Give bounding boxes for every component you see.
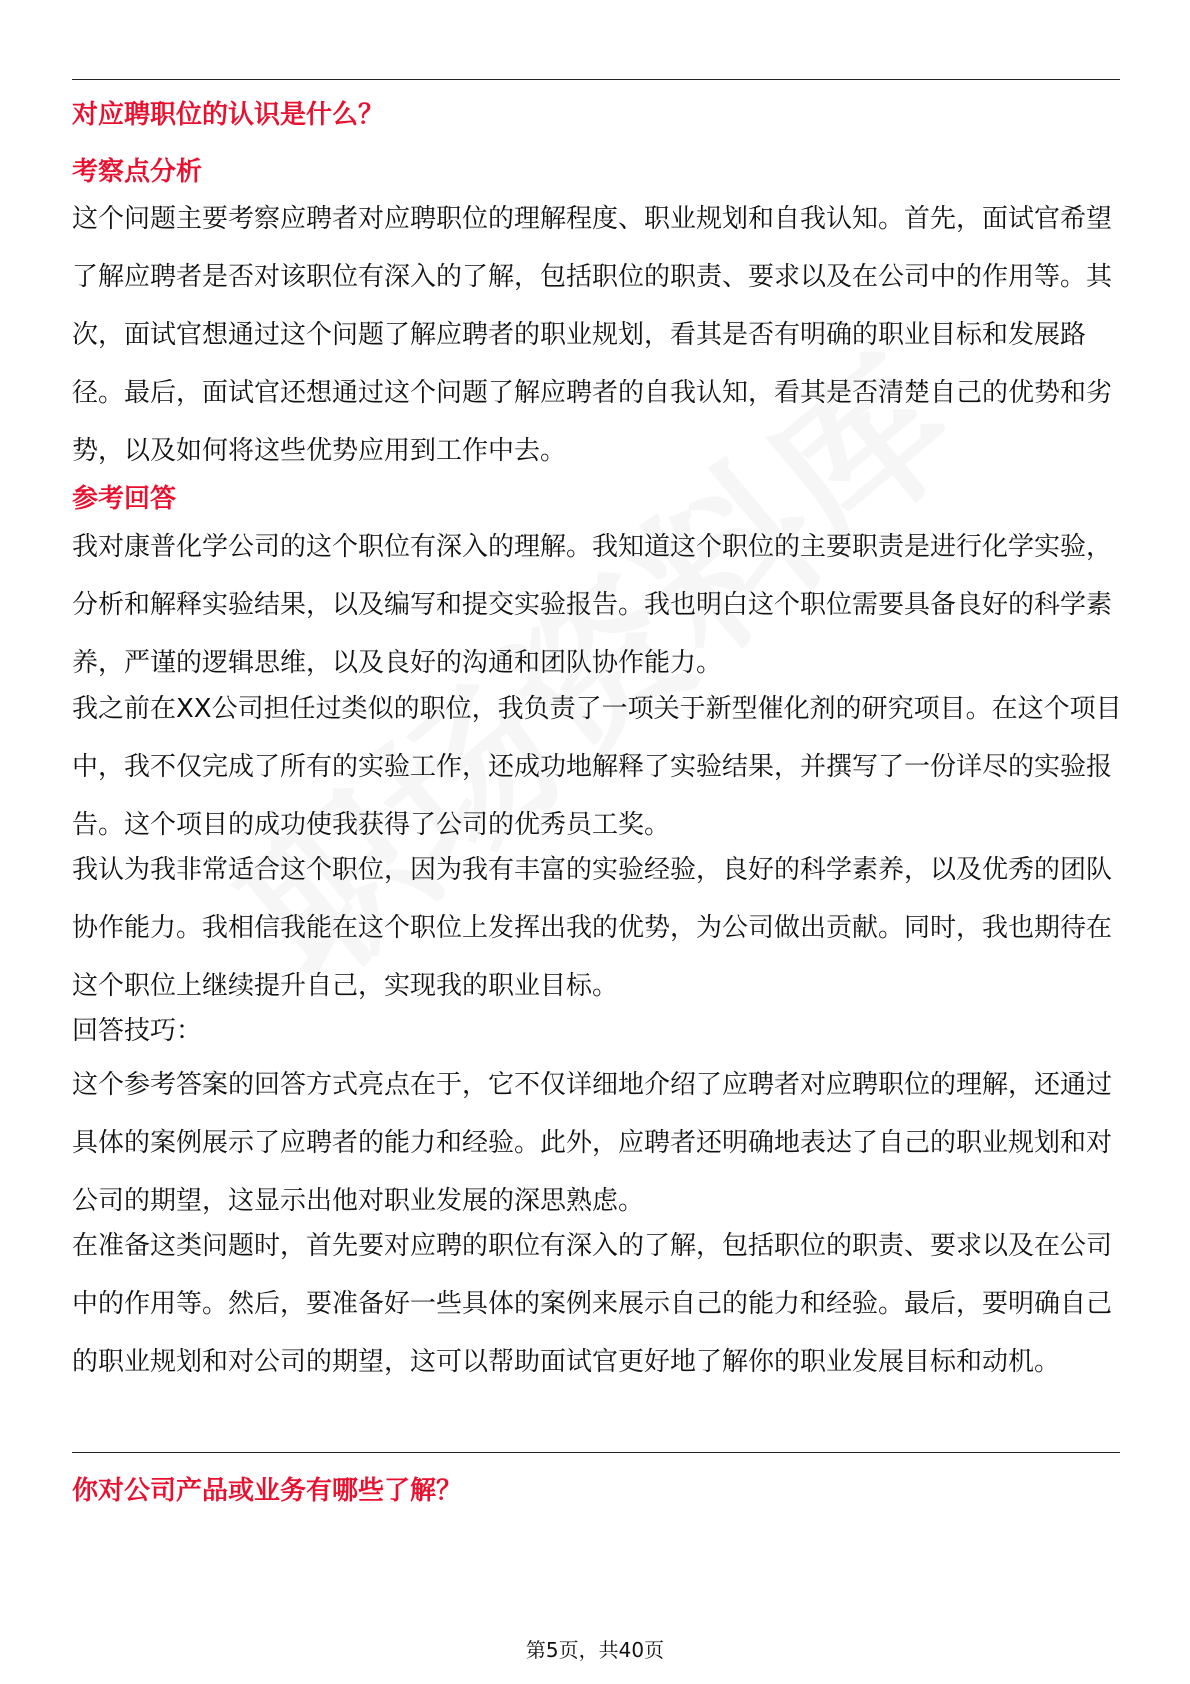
analysis-heading: 考察点分析 (72, 157, 203, 187)
answer-paragraph-1: 我对康普化学公司的这个职位有深入的理解。我知道这个职位的主要职责是进行化学实验，分析和解释实验结果，以及编写和提交实验报告。我也明白这个职位需要具备良好的科学素养，严谨的逻辑思维，以及良好的沟通和团队协作能力。 (72, 532, 1113, 678)
next-question-title: 你对公司产品或业务有哪些了解？ (72, 1476, 463, 1506)
analysis-paragraph: 这个问题主要考察应聘者对应聘职位的理解程度、职业规划和自我认知。首先，面试官希望了解应聘者是否对该职位有深入的了解，包括职位的职责、要求以及在公司中的作用等。其次，面试官想通过这个问题了解应聘者的职业规划，看其是否有明确的职业目标和发展路径。最后，面试官还想通过这个问题了解应聘者的自我认知，看其是否清楚自己的优势和劣势，以及如何将这些优势应用到工作中去。 (72, 204, 1113, 466)
answer-heading: 参考回答 (72, 484, 177, 514)
question-title: 对应聘职位的认识是什么？ (72, 100, 385, 130)
answer-paragraph-2: 我之前在XX公司担任过类似的职位，我负责了一项关于新型催化剂的研究项目。在这个项目中，我不仅完成了所有的实验工作，还成功地解释了实验结果，并撰写了一份详尽的实验报告。这个项目的成功使我获得了公司的优秀员工奖。 (72, 694, 1122, 840)
answer-paragraph-3: 我认为我非常适合这个职位，因为我有丰富的实验经验，良好的科学素养，以及优秀的团队协作能力。我相信我能在这个职位上发挥出我的优势，为公司做出贡献。同时，我也期待在这个职位上继续提升自己，实现我的职业目标。 (72, 855, 1113, 1001)
top-divider (72, 79, 1120, 80)
bottom-divider (72, 1452, 1120, 1453)
tips-label: 回答技巧： (72, 1016, 203, 1046)
page-number: 第5页，共40页 (525, 1638, 665, 1662)
tips-paragraph-2: 在准备这类问题时，首先要对应聘的职位有深入的了解，包括职位的职责、要求以及在公司中的作用等。然后，要准备好一些具体的案例来展示自己的能力和经验。最后，要明确自己的职业规划和对公司的期望，这可以帮助面试官更好地了解你的职业发展目标和动机。 (72, 1231, 1113, 1377)
tips-paragraph-1: 这个参考答案的回答方式亮点在于，它不仅详细地介绍了应聘者对应聘职位的理解，还通过具体的案例展示了应聘者的能力和经验。此外，应聘者还明确地表达了自己的职业规划和对公司的期望，这显示出他对职业发展的深思熟虑。 (72, 1070, 1113, 1216)
